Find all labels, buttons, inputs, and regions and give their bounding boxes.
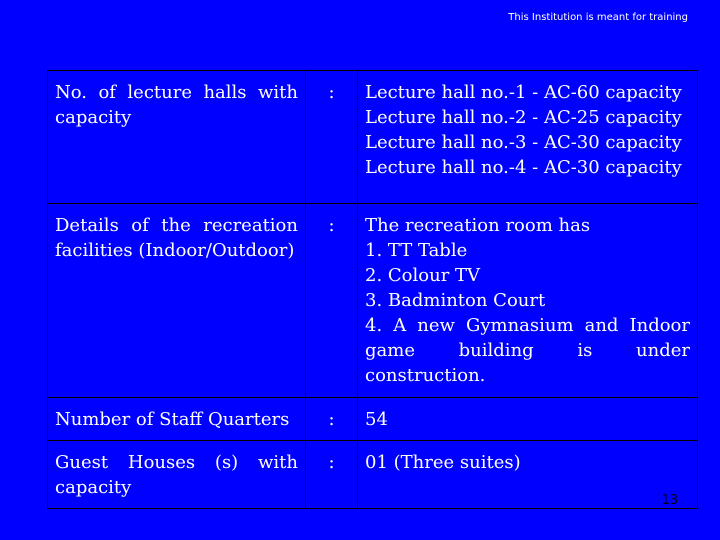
recreation-item-4: 4. A new Gymnasium and Indoor game building is under construction. [365,315,690,386]
row-separator: : [306,441,358,509]
institution-info-table [47,70,698,509]
row-label-recreation: Details of the recreation facilities (Indoor/Outdoor) [48,204,306,398]
row-value-staff-quarters: 54 [358,398,698,441]
table-row [48,398,698,441]
lecture-hall-4: Lecture hall no.-4 - AC-30 capacity [365,157,682,178]
recreation-item-3: 3. Badminton Court [365,290,546,311]
lecture-hall-1: Lecture hall no.-1 - AC-60 capacity [365,82,682,103]
recreation-intro: The recreation room has [365,215,591,236]
recreation-item-2: 2. Colour TV [365,265,481,286]
row-label-lecture-halls: No. of lecture halls with capacity [48,71,306,204]
lecture-hall-3: Lecture hall no.-3 - AC-30 capacity [365,132,682,153]
row-label-guest-houses: Guest Houses (s) with capacity [48,441,306,509]
table-row [48,204,698,398]
row-value-recreation [358,204,698,398]
row-separator: : [306,71,358,204]
row-label-staff-quarters: Number of Staff Quarters [48,398,306,441]
header-note: This Institution is meant for training [508,12,688,23]
recreation-item-1: 1. TT Table [365,240,468,261]
row-value-lecture-halls [358,71,698,204]
table-row [48,441,698,509]
table-row [48,71,698,204]
page-number: 13 [661,493,678,508]
row-separator: : [306,398,358,441]
row-value-guest-houses: 01 (Three suites) [358,441,698,509]
lecture-hall-2: Lecture hall no.-2 - AC-25 capacity [365,107,682,128]
row-separator: : [306,204,358,398]
